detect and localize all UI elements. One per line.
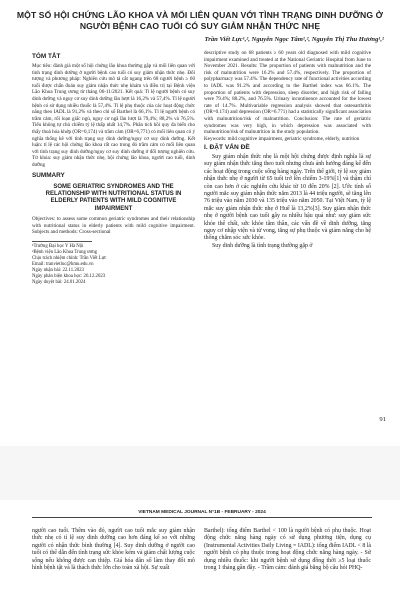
intro-paragraph-2: Suy dinh dưỡng là tình trạng thường gặp ở [212, 242, 313, 249]
intro-paragraph-1: Suy giảm nhận thức nhẹ là một hội chứng được định nghĩa là sự suy giảm nhận thức tăng theo tuổi nhưng chưa ảnh hưởng đáng kể đến các hoạt động trong cuộc sống hàng ngày. Trên thế giới, tỷ lệ suy giảm nhận thức nhẹ ở người từ 65 tuổi trở lên chiếm 3-19%[1] và thậm chí còn cao hơn ở các nghiên cứu khác từ 10 đến 20% [2]. Ước tính số người mắc suy giảm nhận thức năm 2013 là 44 triệu người, sẽ tăng lên 76 triệu vào năm 2030 và 135 triệu vào năm 2050. Tại Việt Nam, tỷ lệ mắc suy giảm nhận thức nhẹ ở Huế là 13,2%[3]. Suy giảm nhận thức nhẹ ở người bệnh cao tuổi gây ra nhiều hậu quả như: suy giảm sức khỏe thể chất, sức khỏe tâm thần, các vấn đề về dinh dưỡng, tăng nguy cơ nhập viện và tử vong, tăng sự phụ thuộc và giảm năng cho hệ thống chăm sóc sức khỏe. [204, 153, 371, 242]
summary-text: Objectives: to assess some common geriatric syndromes and their relationship with nutritional status in elderly patients with mild cognitive impairment. Subjects and methods: Cross-sectional [32, 216, 195, 236]
summary-heading: SUMMARY [32, 171, 65, 179]
tomtat-heading: TÓM TẮT [32, 53, 61, 60]
article-title: MỘT SỐ HỘI CHỨNG LÃO KHOA VÀ MỐI LIÊN QUAN VỚI TÌNH TRẠNG DINH DƯỠNG Ở NGƯỜI BỆNH CAO TUỔI CÓ SUY GIẢM NHẬN THỨC NHẸ [16, 10, 384, 31]
footnote-affiliation-2: ²Bệnh viện Lão Khoa Trung ương [32, 249, 98, 255]
footnote-accepted: Ngày duyệt bài: 24.01.2024 [32, 279, 86, 285]
introduction-heading: I. ĐẶT VẤN ĐỀ [204, 144, 250, 152]
page2-left-text: người cao tuổi. Thêm vào đó, người cao tuổi mắc suy giảm nhận thức nhẹ có tỉ lệ suy dinh dưỡng cao hơn đáng kể so với những người có nhận thức bình thường [4]. Suy dinh dưỡng ở người cao tuổi có thể dẫn đến tình trạng sức khỏe kém và giảm chất lượng cuộc sống nếu không được can thiệp. Giá hóa dân số làm thay đổi mô hình bệnh tật và là thách thức lớn cho toàn xã hội. Sự xuất [32, 527, 195, 571]
footnote-reviewed: Ngày phản biện khoa học: 26.12.2023 [32, 273, 106, 279]
page-number: 91 [379, 416, 386, 423]
keywords: Keywords: mild cognitive impairment, geriatric syndrome, elderly, nutrition [204, 135, 360, 142]
page2-right-text: Barthel): tổng điểm Barthel < 100 là người bệnh có phụ thuộc. Hoạt động chức năng hàng ngày có sử dụng phương tiện, dụng cụ (Instrumental Activities Daily Living = IADL): tổng điểm IADL < 8 là người bệnh có phụ thuộc trong hoạt động chức năng hàng ngày. - Sử dụng nhiều thuốc: khi người bệnh sử dụng đồng thời ≥5 loại thuốc trong 1 tháng gần đây. - Trầm cảm: đánh giá bằng bộ câu hỏi PHQ- [204, 527, 371, 571]
footnote-corresponding: Chịu trách nhiệm chính: Trần Viết Lực [32, 255, 107, 261]
footnote-email: Email: tranvietluc@hmu.edu.vn [32, 261, 94, 267]
author-list: Trần Viết Lực¹,², Nguyễn Ngọc Tâm¹,², Nguyễn Thị Thu Hương¹,² [204, 36, 384, 43]
abstract-continuation: descriptive study on 68 patients ≥ 60 years old diagnosed with mild cognitive impairment examined and treated at the National Geriatric Hospital from June to November 2021. Results: The proportion of patients with malnutrition and the risk of malnutrition were 16.2% and 57.4%, respectively. The proportion of polypharmacy was 57.4%. The dependency rate of functional activities according to IADL was 91.2% and according to the Barthel index was 66.1%. The proportion of patients with depression, sleep disorder, and high risk of falling were 79.4%; 88.2%, and 76.5%. Urinary incontinence accounted for the lowest rate of 14.7%. Multivariable regression analysis showed that osteoarthritis (OR=0.174) and depression (OR=6.771) had a statistically significant association with malnutrition/risk of malnutrition. Conclusion: The rate of geriatric syndromes was very high, in which depression was associated with malnutrition/risk of malnutrition in the study population. [204, 50, 371, 136]
tomtat-text: Mục tiêu: đánh giá một số hội chứng lão khoa thường gặp và mối liên quan với tình trạng dinh dưỡng ở người bệnh cao tuổi có suy giảm nhận thức nhẹ. Đối tượng và phương pháp: Nghiên cứu mô tả cắt ngang trên 68 người bệnh ≥ 60 tuổi được chẩn đoán suy giảm nhận thức nhẹ khám và điều trị tại Bệnh viện Lão Khoa Trung ương từ tháng 06-11/2021. Kết quả: Tỉ lệ người bệnh có suy dinh dưỡng và nguy cơ suy dinh dưỡng lần lượt là 16,2% và 57,4%. Tỉ lệ người bệnh có sử dụng nhiều thuốc là 57,4%. Tỉ lệ phụ thuộc của các hoạt động chức năng theo IADL là 91,2% và theo chỉ số Barthel là 66,1%. Tỉ lệ người bệnh có trầm cảm, rối loạn giấc ngủ, nguy cơ ngã lần lượt là 79,4%; 88,2% và 76,5%. Tiểu không tự chủ chiếm tỷ lệ thấp nhất 14,7%. Phân tích hồi quy đa biến cho thấy thoả hóa khớp (OR=0,174) và trầm cảm (OR=6,771) có mối liên quan có ý nghĩa thống kê với tình trạng suy dinh dưỡng/nguy cơ suy dinh dưỡng. Kết luận: tỉ lệ các hội chứng lão khoa rất cao trong đó trầm cảm có mối liên quan với tình trạng suy dinh dưỡng/nguy cơ suy dinh dưỡng ở đối tượng nghiên cứu. Từ khóa: suy giảm nhận thức nhẹ, hội chứng lão khoa, người cao tuổi, dinh dưỡng [32, 63, 195, 168]
running-head: VIETNAM MEDICAL JOURNAL N°1B - FEBRUARY - 2024 [32, 510, 372, 518]
right-column [204, 50, 371, 250]
left-column [32, 50, 195, 286]
footnote-received: Ngày nhận bài: 22.11.2023 [32, 267, 84, 273]
footnote-divider [32, 241, 92, 242]
english-title: SOME GERIATRIC SYNDROMES AND THE RELATIONSHIP WITH NUTRITIONAL STATUS IN ELDERLY PATIENTS WITH MILD COGNITIVE IMPAIRMENT [45, 183, 182, 212]
footnote-affiliation-1: ¹Trường Đại học Y Hà Nội [32, 243, 84, 249]
journal-page-next [0, 500, 400, 600]
